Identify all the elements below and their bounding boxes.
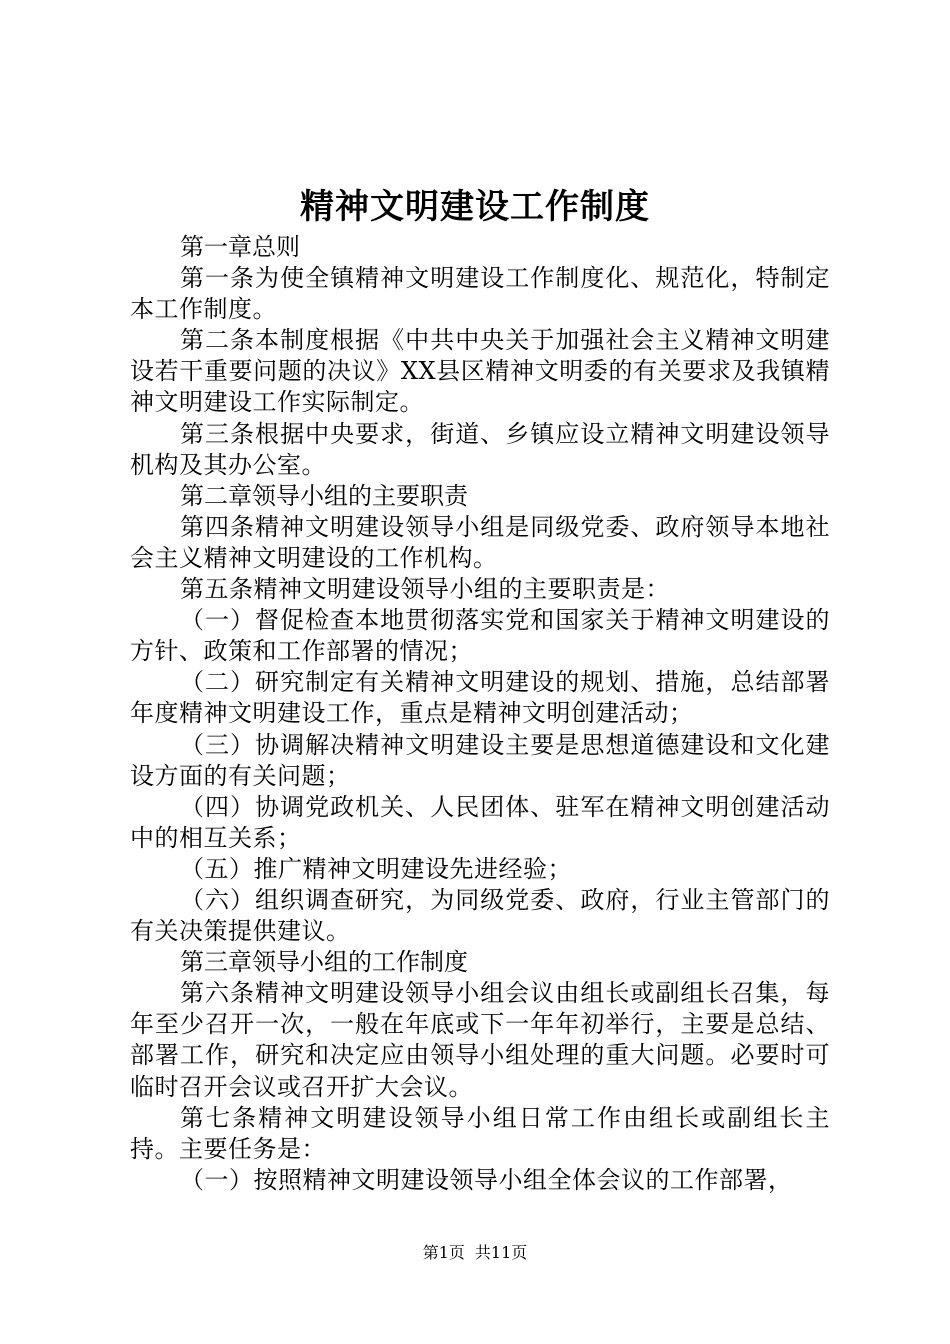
- chapter-heading: 第一章总则: [180, 233, 300, 261]
- list-item-paragraph: （六）组织调查研究，为同级党委、政府，行业主管部门的有关决策提供建议。: [130, 885, 830, 946]
- list-item-paragraph: （一）按照精神文明建设领导小组全体会议的工作部署，: [180, 1165, 793, 1194]
- document-title: 精神文明建设工作制度: [300, 187, 650, 227]
- article-paragraph: 第三条根据中央要求，街道、乡镇应设立精神文明建设领导机构及其办公室。: [130, 419, 830, 479]
- article-paragraph: 第六条精神文明建设领导小组会议由组长或副组长召集，每年至少召开一次，一般在年底或下一年年初举行，主要是总结、部署工作，研究和决定应由领导小组处理的重大问题。必要时可临时召开会议或召开扩大会议。: [130, 979, 830, 1101]
- chapter-heading: 第三章领导小组的工作制度: [180, 948, 468, 977]
- document-body: [130, 232, 830, 1196]
- list-item-paragraph: （五）推广精神文明建设先进经验；: [180, 854, 572, 883]
- list-item-paragraph: （二）研究制定有关精神文明建设的规划、措施，总结部署年度精神文明建设工作，重点是精神文明创建活动；: [130, 668, 830, 728]
- article-paragraph: 第四条精神文明建设领导小组是同级党委、政府领导本地社会主义精神文明建设的工作机构。: [130, 512, 830, 572]
- article-paragraph: 第七条精神文明建设领导小组日常工作由组长或副组长主持。主要任务是：: [130, 1103, 830, 1163]
- page-total: 共11页: [474, 1243, 528, 1262]
- list-item-paragraph: （一）督促检查本地贯彻落实党和国家关于精神文明建设的方针、政策和工作部署的情况；: [130, 606, 830, 666]
- list-item-paragraph: （四）协调党政机关、人民团体、驻军在精神文明创建活动中的相互关系；: [130, 792, 830, 852]
- article-paragraph: 第二条本制度根据《中共中央关于加强社会主义精神文明建设若干重要问题的决议》XX县区精神文明委的有关要求及我镇精神文明建设工作实际制定。: [130, 326, 830, 417]
- page-footer: [0, 1241, 950, 1265]
- page-number: 第1页: [422, 1243, 465, 1262]
- article-paragraph: 第五条精神文明建设领导小组的主要职责是：: [180, 575, 670, 604]
- chapter-heading: 第二章领导小组的主要职责: [180, 481, 468, 510]
- list-item-paragraph: （三）协调解决精神文明建设主要是思想道德建设和文化建设方面的有关问题；: [130, 730, 830, 790]
- article-paragraph: 第一条为使全镇精神文明建设工作制度化、规范化，特制定本工作制度。: [130, 264, 830, 324]
